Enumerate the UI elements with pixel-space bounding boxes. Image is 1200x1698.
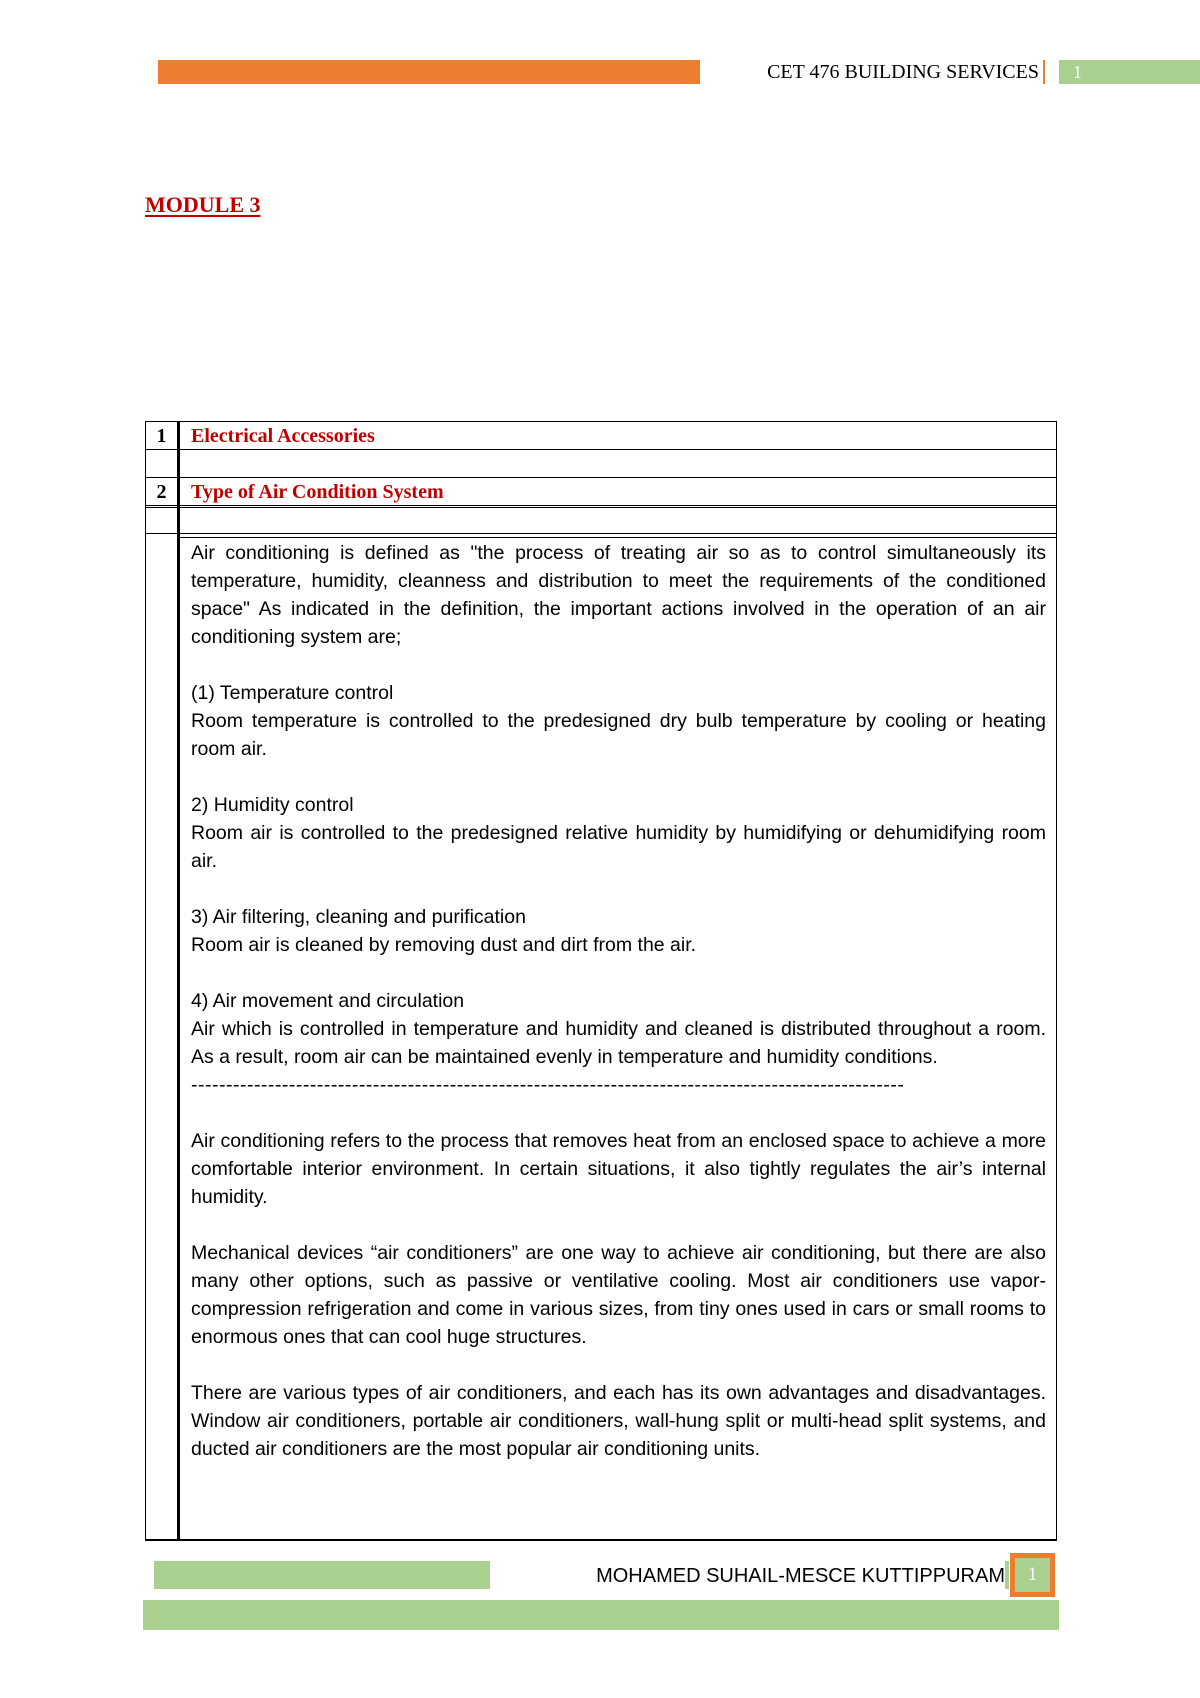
subheading: 3) Air filtering, cleaning and purification <box>191 906 526 928</box>
paragraph: Mechanical devices “air conditioners” are one way to achieve air conditioning, but there are also many other options, such as passive or ventilative cooling. Most air conditioners use vapor-compression refrigeration and come in various sizes, from tiny ones used in cars or small rooms to enormous ones that can cool huge structures. <box>191 1242 1046 1348</box>
section-body <box>191 539 1046 1491</box>
paragraph: Air conditioning is defined as "the process of treating air so as to control simultaneously its temperature, humidity, cleanness and distribution to meet the requirements of the conditioned space" As indicated in the definition, the important actions involved in the operation of an air conditioning system are; <box>191 542 1046 648</box>
row-number: 2 <box>156 481 167 503</box>
paragraph: Air conditioning refers to the process that removes heat from an enclosed space to achieve a more comfortable interior environment. In certain situations, it also tightly regulates the air’s internal humidity. <box>191 1130 1046 1208</box>
section-heading: Type of Air Condition System <box>191 481 444 503</box>
module-title: MODULE 3 <box>145 192 261 217</box>
separator-line: ------------------------------------------------------------------------------------------------------ <box>191 1074 905 1096</box>
table-column-divider <box>177 421 180 1541</box>
subheading: (1) Temperature control <box>191 682 394 704</box>
header-course-title: CET 476 BUILDING SERVICES <box>700 60 1043 84</box>
footer-author: MOHAMED SUHAIL-MESCE KUTTIPPURAM <box>490 1561 1005 1589</box>
paragraph: Air which is controlled in temperature and humidity and cleaned is distributed throughout a room. As a result, room air can be maintained evenly in temperature and humidity conditions. <box>191 1018 1046 1068</box>
footer-page-box <box>1010 1553 1055 1597</box>
table-rule <box>145 507 1057 508</box>
table-border-right <box>1056 421 1057 1541</box>
section-heading: Electrical Accessories <box>191 425 375 447</box>
content-table <box>145 421 1057 1541</box>
paragraph: Room air is controlled to the predesigned relative humidity by humidifying or dehumidifying room air. <box>191 822 1046 872</box>
table-rule <box>145 533 1057 534</box>
subheading: 2) Humidity control <box>191 794 354 816</box>
table-rule <box>145 1539 1057 1541</box>
paragraph: Room air is cleaned by removing dust and dirt from the air. <box>191 934 697 956</box>
paragraph: There are various types of air conditioners, and each has its own advantages and disadvantages. Window air conditioners, portable air conditioners, wall-hung split or multi-head split systems, and ducted air conditioners are the most popular air conditioning units. <box>191 1382 1046 1460</box>
row-number: 1 <box>156 425 167 447</box>
footer-bottom-bar <box>143 1600 1059 1630</box>
subheading: 4) Air movement and circulation <box>191 990 465 1012</box>
table-rule <box>177 537 1057 538</box>
header-page-number: 1 <box>1059 60 1200 84</box>
table-border-left <box>145 421 146 1541</box>
paragraph: Room temperature is controlled to the predesigned dry bulb temperature by cooling or heating room air. <box>191 710 1046 760</box>
footer-page-number: 1 <box>1015 1558 1050 1592</box>
